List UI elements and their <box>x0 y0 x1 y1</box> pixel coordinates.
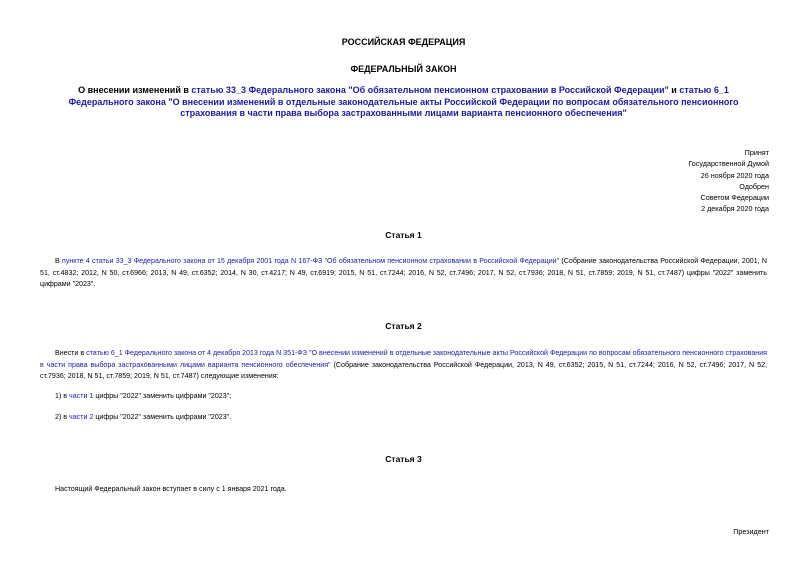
article-1-link[interactable]: пункте 4 статьи 33_3 Федерального закона от 15 декабря 2001 года N 167-ФЗ "Об обязательном пенсионном страховании в Российской Федерации" <box>61 257 560 265</box>
adoption-line-duma-date: 26 ноября 2020 года <box>700 170 769 180</box>
article-2-text <box>40 348 767 383</box>
article-2-text-2: (Собрание законодательства Российской Федерации, 2013, N 49, ст.6352; 2015, N 51, ст.7244; 2016, N 52, ст.7496; 2017, N 52, ст.7936; 2018, N 51, ст.7859; 2019, N 51, ст.7487) следующие изменения: <box>40 360 767 380</box>
signature-role: Президент <box>733 527 769 536</box>
title-text-2: и <box>668 85 680 95</box>
article-1-text-2: (Собрание законодательства Российской Федерации, 2001, N 51, ст.4832; 2012, N 50, ст.6966; 2013, N 49, ст.6352; 2014, N 30, ст.4217; N 49, ст.6919; 2015, N 51, ст.7244; 2016, N 52, ст.7496; 2017, N 52, ст.7936; 2018, N 51, ст.7859; 2019, N 51, ст.7487) цифры "2022" заменить цифрами "2023". <box>40 257 767 288</box>
article-3-heading: Статья 3 <box>385 454 422 464</box>
adoption-block <box>688 147 769 215</box>
adoption-line-council: Советом Федерации <box>700 193 769 203</box>
country-heading: РОССИЙСКАЯ ФЕДЕРАЦИЯ <box>341 37 466 47</box>
article-2-text-1: Внести в <box>55 349 87 357</box>
article-1-heading: Статья 1 <box>385 230 422 240</box>
article-1-text-1: В <box>55 257 62 265</box>
item-2-text-a: 2) в <box>55 413 70 421</box>
article-2-item-2 <box>40 412 767 424</box>
article-3-text: Настоящий Федеральный закон вступает в силу с 1 января 2021 года. <box>55 485 287 493</box>
item-1-link-part-1[interactable]: части 1 <box>69 392 94 400</box>
document-type-heading: ФЕДЕРАЛЬНЫЙ ЗАКОН <box>350 64 457 74</box>
adoption-line-approved: Одобрен <box>739 181 769 191</box>
title-text-1: О внесении изменений в <box>78 85 192 95</box>
article-2-item-1 <box>40 391 767 403</box>
title-link-article-33-3[interactable]: статью 33_3 Федерального закона "Об обязательном пенсионном страховании в Российской Федерации" <box>191 85 669 95</box>
item-2-text-b: цифры "2022" заменить цифрами "2023". <box>93 413 232 421</box>
item-1-text-b: цифры "2022" заменить цифрами "2023"; <box>93 392 232 400</box>
law-title <box>50 85 757 120</box>
article-2-heading: Статья 2 <box>385 321 422 331</box>
article-1-text <box>40 256 767 291</box>
adoption-line-duma: Государственной Думой <box>688 159 769 169</box>
adoption-line-council-date: 2 декабря 2020 года <box>701 204 769 214</box>
item-1-text-a: 1) в <box>55 392 70 400</box>
item-2-link-part-2[interactable]: части 2 <box>69 413 94 421</box>
title-link-article-6-1[interactable]: статью 6_1 Федерального закона "О внесении изменений в отдельные законодательные акты Российской Федерации по вопросам обязательного пенсионного страхования в части права выбора застрахованными лицами варианта пенсионного обеспечения" <box>68 85 739 118</box>
article-2-link[interactable]: статью 6_1 Федерального закона от 4 декабря 2013 года N 351-ФЗ "О внесении изменений в отдельные законодательные акты Российской Федерации по вопросам обязательного пенсионного страхования в части права выбора застрахованными лицами варианта пенсионного обеспечения" <box>40 349 767 369</box>
adoption-line-accepted: Принят <box>744 148 769 157</box>
